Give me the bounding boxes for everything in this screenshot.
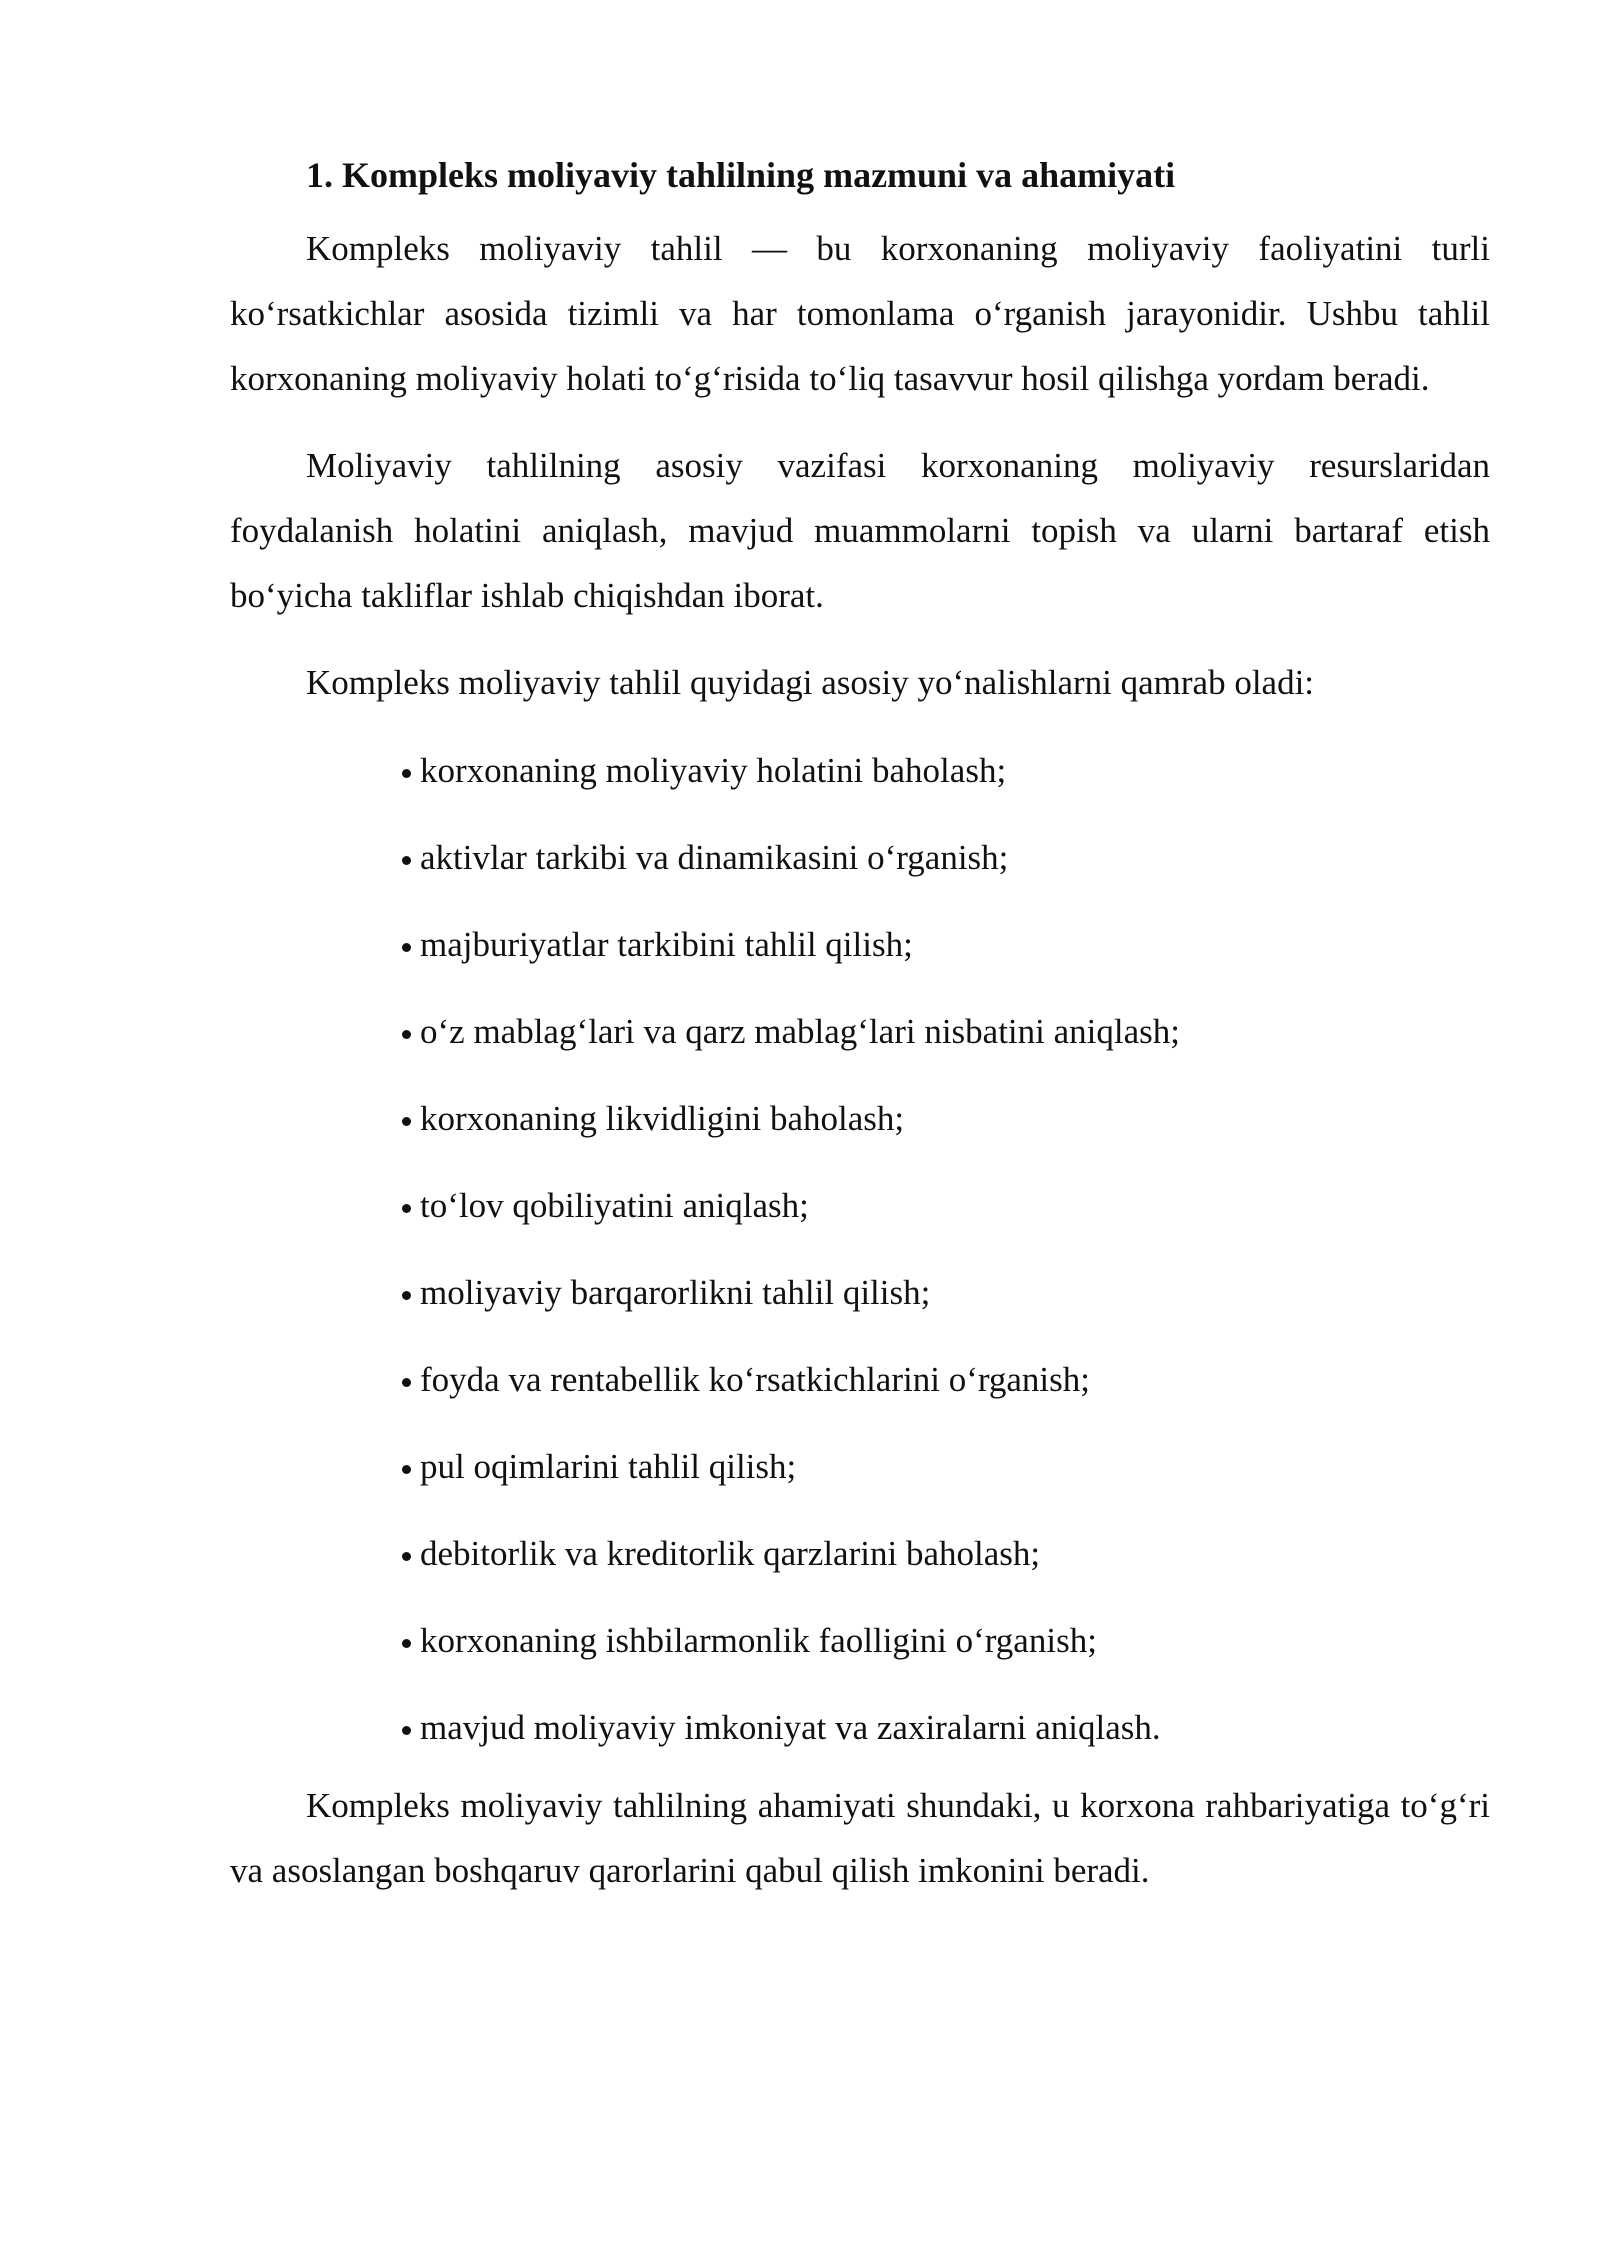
bullet-dot-icon (402, 1726, 411, 1735)
list-item: to‘lov qobiliyatini aniqlash; (402, 1162, 1490, 1249)
list-item: pul oqimlarini tahlil qilish; (402, 1423, 1490, 1510)
list-item: o‘z mablag‘lari va qarz mablag‘lari nisbatini aniqlash; (402, 988, 1490, 1075)
list-item: korxonaning likvidligini baholash; (402, 1075, 1490, 1162)
paragraph-list-intro: Kompleks moliyaviy tahlil quyidagi asosiy yo‘nalishlarni qamrab oladi: (306, 663, 1315, 702)
list-item: foyda va rentabellik ko‘rsatkichlarini o‘rganish; (402, 1336, 1490, 1423)
bullet-dot-icon (402, 1291, 411, 1300)
bullet-dot-icon (402, 769, 411, 778)
bullet-dot-icon (402, 1030, 411, 1039)
bullet-dot-icon (402, 943, 411, 952)
bullet-list-container (230, 727, 1490, 1771)
bullet-dot-icon (402, 1465, 411, 1474)
bullet-dot-icon (402, 856, 411, 865)
paragraph-task: Moliyaviy tahlilning asosiy vazifasi korxonaning moliyaviy resurslaridan foydalanish holatini aniqlash, mavjud muammolarni topish va ularni bartaraf etish bo‘yicha takliflar ishlab chiqishdan iborat. (230, 446, 1490, 615)
list-item: aktivlar tarkibi va dinamikasini o‘rganish; (402, 814, 1490, 901)
list-item: majburiyatlar tarkibini tahlil qilish; (402, 901, 1490, 988)
document-page (230, 150, 1490, 1925)
list-item: moliyaviy barqarorlikni tahlil qilish; (402, 1249, 1490, 1336)
section-heading: 1. Kompleks moliyaviy tahlilning mazmuni va ahamiyati (306, 155, 1176, 195)
bullet-dot-icon (402, 1378, 411, 1387)
bullet-dot-icon (402, 1639, 411, 1648)
bullet-dot-icon (402, 1204, 411, 1213)
list-item: korxonaning ishbilarmonlik faolligini o‘rganish; (402, 1597, 1490, 1684)
bullet-list (230, 727, 1490, 1771)
bullet-dot-icon (402, 1117, 411, 1126)
paragraph-definition: Kompleks moliyaviy tahlil — bu korxonaning moliyaviy faoliyatini turli ko‘rsatkichlar asosida tizimli va har tomonlama o‘rganish jarayonidir. Ushbu tahlil korxonaning moliyaviy holati to‘g‘risida to‘liq tasavvur hosil qilishga yordam beradi. (230, 229, 1490, 398)
list-item: debitorlik va kreditorlik qarzlarini baholash; (402, 1510, 1490, 1597)
bullet-dot-icon (402, 1552, 411, 1561)
list-item: korxonaning moliyaviy holatini baholash; (402, 727, 1490, 814)
list-item: mavjud moliyaviy imkoniyat va zaxiralarni aniqlash. (402, 1684, 1490, 1771)
paragraph-conclusion: Kompleks moliyaviy tahlilning ahamiyati shundaki, u korxona rahbariyatiga to‘g‘ri va asoslangan boshqaruv qarorlarini qabul qilish imkonini beradi. (230, 1786, 1490, 1890)
